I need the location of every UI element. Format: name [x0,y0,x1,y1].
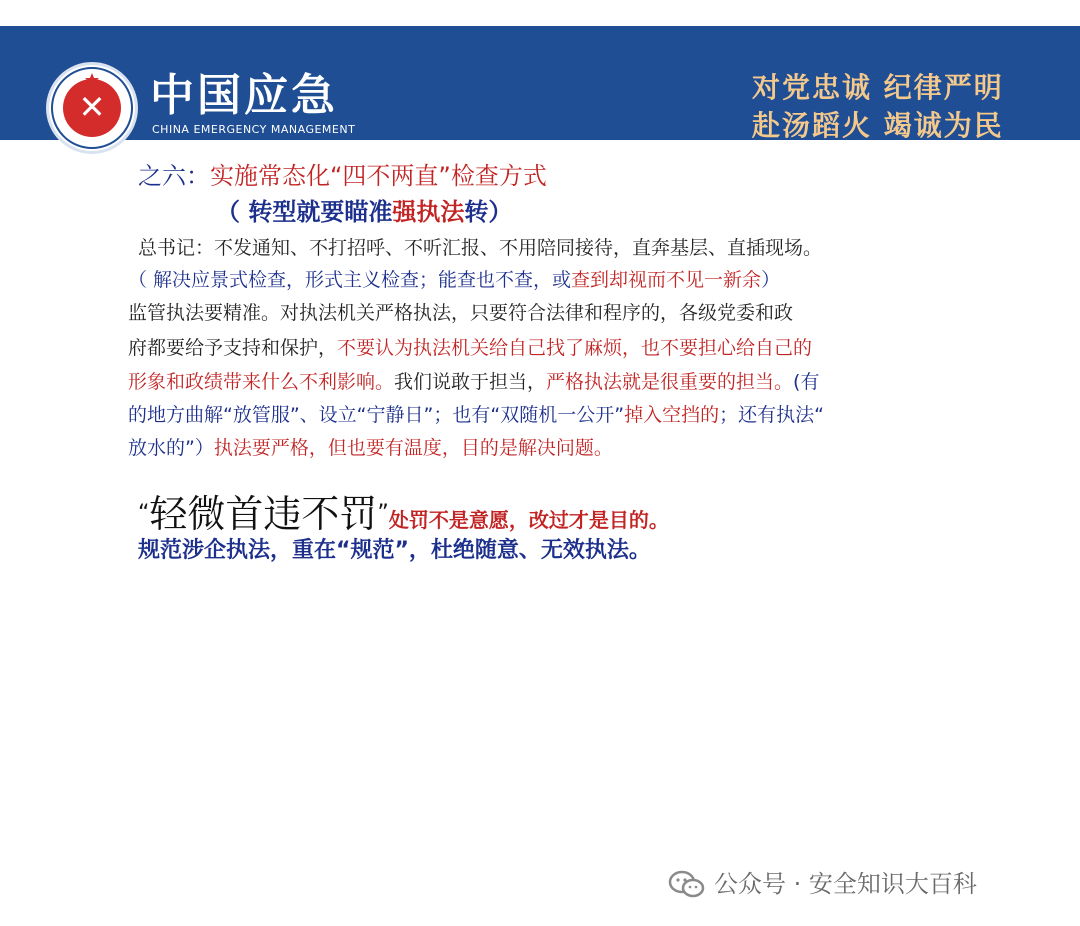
quote-close-mark: ” [377,501,389,526]
explanation-end: ） [761,269,781,291]
p3-line3-black: 我们说敢于担当， [394,371,547,393]
subheading-open: （ 转型就要瞄准 [216,198,393,226]
paragraph-line-2 [128,334,812,362]
watermark-text: 公众号 · 安全知识大百科 [714,870,977,898]
subheading-close: 转） [464,198,513,226]
section-subheading [216,196,512,228]
p3-line2-red: 不要认为执法机关给自己找了麻烦，也不要担心给自己的 [337,337,813,359]
p3-line4-blue: 的地方曲解“放管服”、设立“宁静日”；也有“双随机一公开” [128,404,625,426]
brand-title: 中国应急 [150,70,338,121]
subheading-highlight: 强执法 [392,198,465,226]
section-heading [138,160,547,192]
quote-text: 轻微首违不罚 [149,492,378,536]
heading-prefix: 之六： [138,162,210,190]
p3-line1-text: 监管执法要精准。对执法机关严格执法，只要符合法律和程序的，各级党委和政 [128,302,794,324]
paragraph-line-3 [128,368,819,396]
instructions-text: 总书记：不发通知、不打招呼、不听汇报、不用陪同接待，直奔基层、直插现场。 [138,237,823,259]
p3-line4-blue2: ；还有执法“ [719,404,824,426]
quote-caption: 处罚不是意愿，改过才是目的。 [388,508,669,532]
slogan-line-2: 赴汤蹈火 竭诚为民 [752,109,1004,142]
p3-line2-black: 府都要给予支持和保护， [128,337,338,359]
brand-subtitle: CHINA EMERGENCY MANAGEMENT [152,123,356,136]
paragraph-line-4 [128,401,824,429]
emergency-management-logo [46,62,138,154]
header-banner [0,26,1080,140]
p3-line3-blue: (有 [793,371,820,393]
explanation-blue: （ 解决应景式检查，形式主义检查；能查也不查，或 [128,269,572,291]
paragraph-instructions [138,234,822,262]
explanation-red: 查到却视而不见一新余 [571,269,762,291]
final-statement: 规范涉企执法，重在“规范”，杜绝随意、无效执法。 [138,538,651,563]
wechat-watermark [668,866,977,902]
p3-line3-red2: 严格执法就是很重要的担当。 [546,371,794,393]
wechat-icon [668,870,706,900]
paragraph-line-5 [128,434,613,462]
p3-line4-red: 掉入空挡的 [624,404,720,426]
heading-main: 实施常态化“四不两直”检查方式 [210,162,547,190]
logo-emblem [63,79,121,137]
p3-line5-red: 执法要严格，但也要有温度，目的是解决问题。 [213,437,613,459]
slogan-line-1: 对党忠诚 纪律严明 [752,71,1004,104]
paragraph-line-1 [128,299,793,327]
p3-line3-red: 形象和政绩带来什么不利影响。 [128,371,395,393]
p3-line5-blue: 放水的”） [128,437,214,459]
logo-glyph-icon: ✕ [78,88,106,126]
quote-open-mark: “ [138,501,150,526]
paragraph-explanation [128,266,780,294]
